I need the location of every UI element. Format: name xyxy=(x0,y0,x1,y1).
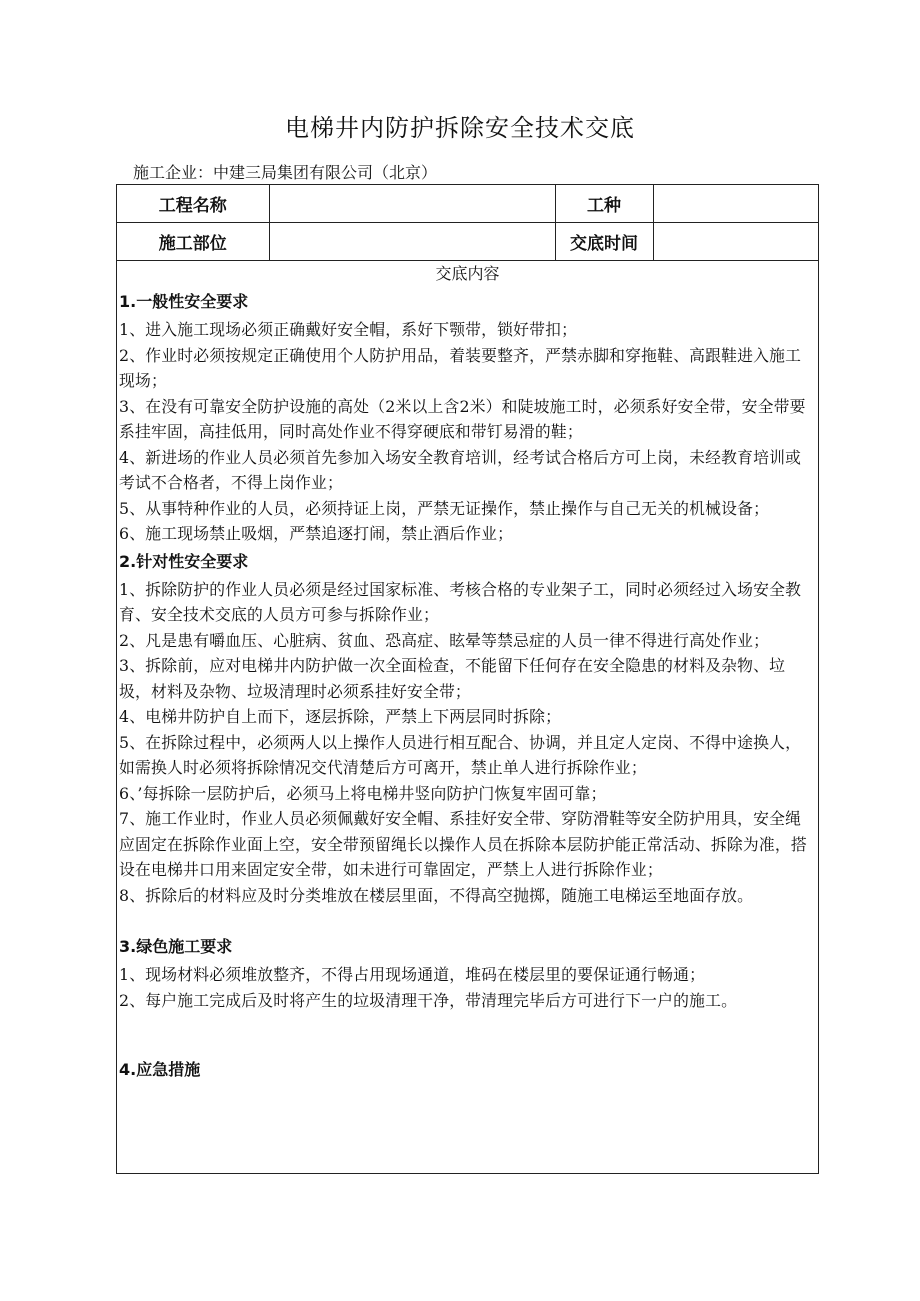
list-item: 5、在拆除过程中，必须两人以上操作人员进行相互配合、协调，并且定人定岗、不得中途换人，如需换人时必须将拆除情况交代清楚后方可离开，禁止单人进行拆除作业； xyxy=(119,732,802,777)
spacer xyxy=(117,908,818,932)
section-heading-general: 1.一般性安全要求 xyxy=(119,292,249,311)
document-title: 电梯井内防护拆除安全技术交底 xyxy=(285,114,635,142)
list-item: 1、进入施工现场必须正确戴好安全帽，系好下颚带，锁好带扣； xyxy=(119,320,578,339)
list-item: 2、每户施工完成后及时将产生的垃圾清理干净，带清理完毕后方可进行下一户的施工。 xyxy=(119,990,738,1010)
section-heading-green: 3.绿色施工要求 xyxy=(119,937,233,956)
list-item: 1、拆除防护的作业人员必须是经过国家标准、考核合格的专业架子工，同时必须经过入场安全教育、安全技术交底的人员方可参与拆除作业； xyxy=(119,579,802,624)
content-title: 交底内容 xyxy=(435,264,500,283)
list-item: 3、在没有可靠安全防护设施的高处（2米以上含2米）和陡坡施工时，必须系好安全带，安全带要系挂牢固，高挂低用，同时高处作业不得穿硬底和带钉易滑的鞋； xyxy=(119,396,806,441)
disclosure-form xyxy=(116,184,819,1174)
list-item: 2、凡是患有嚼血压、心脏病、贫血、恐高症、眩晕等禁忌症的人员一律不得进行高处作业； xyxy=(119,630,770,650)
trade-label: 工种 xyxy=(555,185,653,223)
list-item: 6、’每拆除一层防护后，必须马上将电梯井竖向防护门恢复牢固可靠； xyxy=(119,783,607,803)
disclosure-content xyxy=(117,261,818,1085)
list-item: 4、电梯井防护自上而下，逐层拆除，严禁上下两层同时拆除； xyxy=(119,707,562,726)
disclosure-date-label: 交底时间 xyxy=(555,223,653,261)
list-item: 1、现场材料必须堆放整齐，不得占用现场通道，堆码在楼层里的要保证通行畅通； xyxy=(119,965,706,984)
section-heading-specific: 2.针对性安全要求 xyxy=(119,551,249,571)
construction-location-field[interactable] xyxy=(269,223,555,261)
construction-location-label: 施工部位 xyxy=(117,223,269,261)
header-row-1 xyxy=(117,185,818,223)
spacer xyxy=(117,1013,818,1055)
header-table xyxy=(117,185,818,261)
company-line: 施工企业：中建三局集团有限公司（北京） xyxy=(133,163,438,182)
list-item: 3、拆除前，应对电梯井内防护做一次全面检查，不能留下任何存在安全隐患的材料及杂物、垃圾，材料及杂物、垃圾清理时必须系挂好安全带； xyxy=(119,656,786,701)
list-item: 5、从事特种作业的人员，必须持证上岗，严禁无证操作，禁止操作与自己无关的机械设备； xyxy=(119,498,770,518)
list-item: 2、作业时必须按规定正确使用个人防护用品，着装要整齐，严禁赤脚和穿拖鞋、高跟鞋进入施工现场； xyxy=(119,345,802,390)
list-item: 8、拆除后的材料应及时分类堆放在楼层里面，不得高空抛掷，随施工电梯运至地面存放。 xyxy=(119,885,754,905)
section-heading-emergency: 4.应急措施 xyxy=(119,1060,201,1079)
project-name-label: 工程名称 xyxy=(117,185,269,223)
trade-field[interactable] xyxy=(653,185,818,223)
list-item: 6、施工现场禁止吸烟，严禁追逐打闹，禁止酒后作业； xyxy=(119,524,514,543)
project-name-field[interactable] xyxy=(269,185,555,223)
list-item: 4、新进场的作业人员必须首先参加入场安全教育培训，经考试合格后方可上岗，未经教育培训或考试不合格者，不得上岗作业； xyxy=(119,447,802,492)
header-row-2 xyxy=(117,223,818,261)
disclosure-date-field[interactable] xyxy=(653,223,818,261)
list-item: 7、施工作业时，作业人员必须佩戴好安全帽、系挂好安全带、穿防滑鞋等安全防护用具，安全绳应固定在拆除作业面上空，安全带预留绳长以操作人员在拆除本层防护能正常活动、拆除为准，搭设在电梯井口用来固定安全带，如未进行可靠固定，严禁上人进行拆除作业； xyxy=(119,809,807,879)
